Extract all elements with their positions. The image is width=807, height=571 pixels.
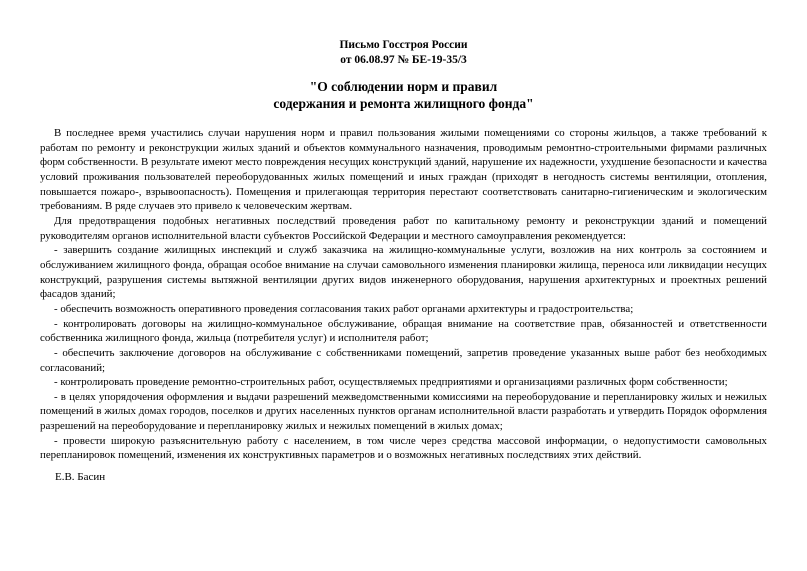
list-item-approval-process: - обеспечить возможность оперативного проведения согласования таких работ органами архитектуры и градостроительства;: [54, 302, 634, 315]
list-item-public-outreach: - провести широкую разъяснительную работу с населением, в том числе через средства массовой информации, о недопустимости самовольных перепланировок помещений, изменения их конструктивных параметров и о возможных негативных последствиях этих действий.: [40, 434, 767, 462]
letter-reference: [0, 38, 807, 68]
title-line-2: содержания и ремонта жилищного фонда": [273, 96, 534, 111]
paragraph-recommendation-lead: Для предотвращения подобных негативных последствий проведения работ по капитальному ремонту и реконструкции зданий и помещений руководителям органов исполнительной власти субъектов Российской Федерации и местного самоуправления рекомендуется:: [40, 214, 767, 242]
list-item-service-contracts: - обеспечить заключение договоров на обслуживание с собственниками помещений, запретив проведение указанных выше работ без необходимых согласований;: [40, 346, 767, 374]
letter-number-date: от 06.08.97 № БЕ-19-35/3: [340, 54, 467, 66]
document-body: [40, 126, 767, 463]
document-title: [0, 78, 807, 112]
paragraph-intro: В последнее время участились случаи нарушения норм и правил пользования жилыми помещениями со стороны жильцов, а также требований к работам по ремонту и реконструкции жилых зданий и объектов коммунального назначения, проводимым ремонтно-строительными фирмами различных форм собственности. В результате имеют место повреждения несущих конструкций зданий, нарушение их надежности, ухудшение безопасности и качества условий проживания пользователей переоборудованных жилых помещений и иных граждан (приходят в негодность системы вентиляции, отопления, повышается пожаро-, взрывоопасность). Помещения и прилегающая территория перестают соответствовать санитарно-гигиеническим и экологическим требованиям. В ряде случаев это привело к человеческим жертвам.: [40, 127, 767, 213]
signature: Е.В. Басин: [55, 471, 106, 483]
letter-issuer: Письмо Госстроя России: [339, 39, 468, 51]
title-line-1: "О соблюдении норм и правил: [309, 79, 498, 94]
list-item-housing-inspections: - завершить создание жилищных инспекций и служб заказчика на жилищно-коммунальные услуги, возложив на них контроль за состоянием и обслуживанием жилищного фонда, обращая особое внимание на случаи самовольного изменения планировки жилища, переноса или ликвидации несущих конструкций, разрушения системы вытяжной вентиляции других видов инженерного оборудования, нарушения архитектурных и проектных решений фасадов зданий;: [40, 244, 767, 301]
list-item-control-works: - контролировать проведение ремонтно-строительных работ, осуществляемых предприятиями и организациями различных форм собственности;: [54, 376, 728, 389]
list-item-control-contracts: - контролировать договоры на жилищно-коммунальное обслуживание, обращая внимание на соответствие прав, обязанностей и ответственности собственника жилищного фонда, жильца (потребителя услуг) и исполнителя работ;: [40, 317, 767, 345]
list-item-permit-procedure: - в целях упорядочения оформления и выдачи разрешений межведомственными комиссиями на переоборудование и перепланировку жилых и нежилых помещений в жилых домах городов, поселков и других населенных пунктов органам исполнительной власти разработать и утвердить Порядок оформления разрешений на переоборудование и перепланировку жилых и нежилых помещений в жилых домах;: [40, 390, 767, 433]
